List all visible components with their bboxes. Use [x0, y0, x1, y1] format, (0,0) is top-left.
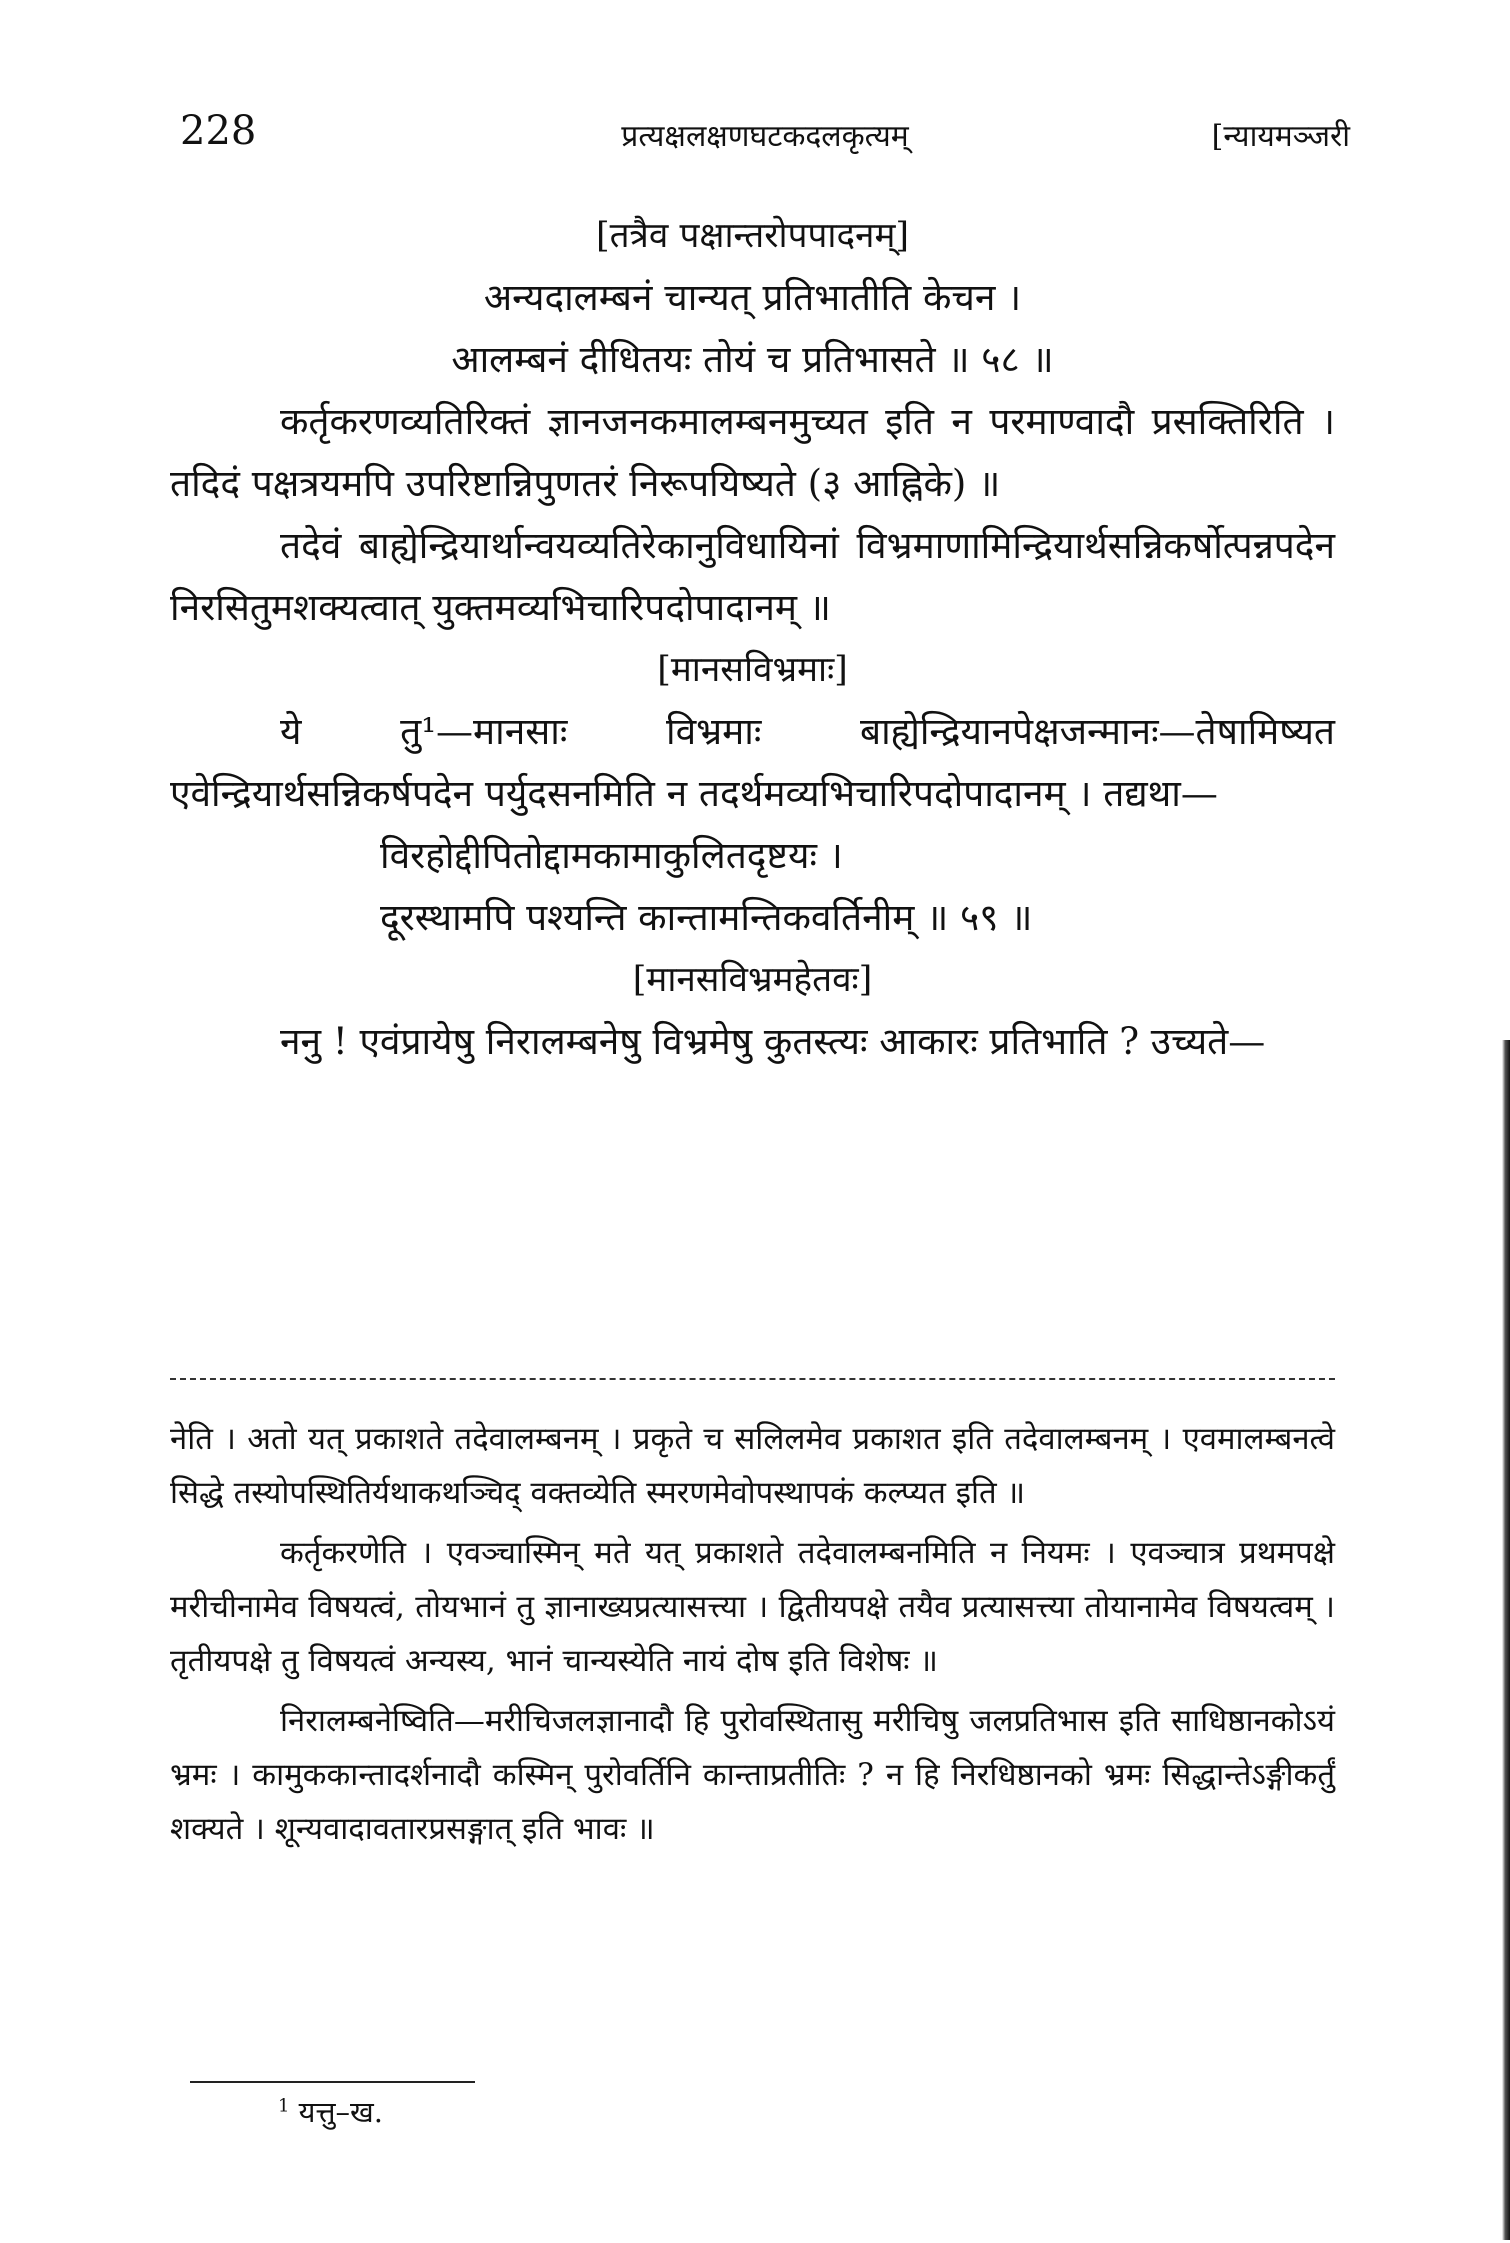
footnote-text: यत्तु–ख. — [298, 2095, 383, 2129]
commentary-divider — [170, 1378, 1335, 1380]
footnote — [278, 2092, 383, 2131]
paragraph: कर्तृकरणव्यतिरिक्तं ज्ञानजनकमालम्बनमुच्यत इति न परमाण्वादौ प्रसक्तिरिति । तदिदं पक्षत्रयमपि उपरिष्टान्निपुणतरं निरूपयिष्यते (३ आह्निके) ॥ — [170, 400, 1335, 505]
commentary — [170, 1412, 1335, 1862]
paragraph: तदेवं बाह्येन्द्रियार्थान्वयव्यतिरेकानुविधायिनां विभ्रमाणामिन्द्रियार्थसन्निकर्षोत्पन्नपदेन निरसितुमशक्यत्वात् युक्तमव्यभिचारिपदोपादानम् ॥ — [170, 524, 1335, 629]
section-heading: [मानसविभ्रमाः] — [657, 650, 848, 690]
verse-line: दूरस्थामपि पश्यन्ति कान्तामन्तिकवर्तिनीम् ॥ ५९ ॥ — [380, 896, 1033, 939]
section-heading: [तत्रैव पक्षान्तरोपपादनम्] — [595, 216, 910, 256]
main-text — [170, 205, 1335, 1073]
commentary-paragraph: निरालम्बनेष्विति—मरीचिजलज्ञानादौ हि पुरोवस्थितासु मरीचिषु जलप्रतिभास इति साधिष्ठानकोऽयं भ्रमः । कामुककान्तादर्शनादौ कस्मिन् पुरोवर्तिनि कान्ताप्रतीतिः ? न हि निरधिष्ठानको भ्रमः सिद्धान्तेऽङ्गीकर्तुं शक्यते । शून्यवादावतारप्रसङ्गात् इति भावः ॥ — [170, 1703, 1335, 1847]
commentary-paragraph: कर्तृकरणेति । एवञ्चास्मिन् मते यत् प्रकाशते तदेवालम्बनमिति न नियमः । एवञ्चात्र प्रथमपक्षे मरीचीनामेव विषयत्वं, तोयभानं तु ज्ञानाख्यप्रत्यासत्त्या । द्वितीयपक्षे तयैव प्रत्यासत्त्या तोयानामेव विषयत्वम् । तृतीयपक्षे तु विषयत्वं अन्यस्य, भानं चान्यस्येति नायं दोष इति विशेषः ॥ — [170, 1535, 1335, 1679]
running-title: प्रत्यक्षलक्षणघटकदलकृत्यम् — [621, 119, 909, 154]
verse-line: आलम्बनं दीधितयः तोयं च प्रतिभासते ॥ ५८ ॥ — [451, 338, 1054, 381]
paragraph: ये तु¹—मानसाः विभ्रमाः बाह्येन्द्रियानपेक्षजन्मानः—तेषामिष्यत एवेन्द्रियार्थसन्निकर्षपदेन पर्युदसनमिति न तदर्थमव्यभिचारिपदोपादानम् । तद्यथा— — [170, 710, 1335, 815]
commentary-paragraph: नेति । अतो यत् प्रकाशते तदेवालम्बनम् । प्रकृते च सलिलमेव प्रकाशत इति तदेवालम्बनम् । एवमालम्बनत्वे सिद्धे तस्योपस्थितिर्यथाकथञ्चिद् वक्तव्येति स्मरणमेवोपस्थापकं कल्प्यत इति ॥ — [170, 1421, 1335, 1511]
verse-line: विरहोद्दीपितोद्दामकामाकुलितदृष्टयः । — [380, 834, 843, 877]
running-head — [180, 108, 1350, 168]
book-title: [न्यायमञ्जरी — [1211, 119, 1350, 154]
section-heading: [मानसविभ्रमहेतवः] — [632, 960, 873, 1000]
verse-line: अन्यदालम्बनं चान्यत् प्रतिभातीति केचन । — [483, 276, 1022, 319]
page-edge-shadow — [1502, 1040, 1510, 2240]
footnote-divider — [190, 2081, 475, 2083]
footnote-marker: 1 — [278, 2095, 290, 2117]
page-number: 228 — [180, 108, 257, 154]
paragraph: ननु ! एवंप्रायेषु निरालम्बनेषु विभ्रमेषु कुतस्त्यः आकारः प्रतिभाति ? उच्यते— — [280, 1020, 1266, 1063]
